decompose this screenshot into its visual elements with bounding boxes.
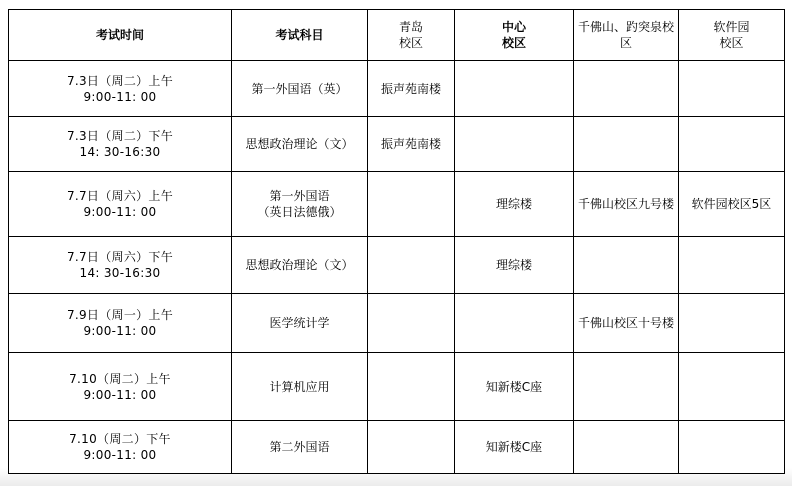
exam-hours: 9:00-11: 00 bbox=[83, 89, 157, 104]
software-location-cell: 软件园校区5区 bbox=[679, 172, 785, 237]
exam-subject-cell bbox=[232, 421, 368, 474]
exam-time-cell bbox=[9, 353, 232, 421]
software-location-cell bbox=[679, 421, 785, 474]
exam-schedule-table bbox=[8, 9, 785, 474]
exam-subject-cell bbox=[232, 61, 368, 117]
header-software-line-2: 校区 bbox=[719, 36, 744, 50]
qingdao-location-cell bbox=[368, 421, 455, 474]
center-location-cell bbox=[455, 117, 574, 172]
header-qingdao-campus bbox=[368, 10, 455, 61]
exam-subject-line: （英日法德俄） bbox=[257, 205, 342, 219]
center-location-cell: 知新楼C座 bbox=[455, 353, 574, 421]
center-location-cell: 理综楼 bbox=[455, 172, 574, 237]
qianfoshan-location-cell bbox=[574, 421, 679, 474]
exam-time-cell bbox=[9, 172, 232, 237]
header-qingdao-line-2: 校区 bbox=[398, 36, 423, 50]
exam-subject-line: 思想政治理论（文） bbox=[245, 258, 354, 272]
exam-time-cell bbox=[9, 237, 232, 294]
exam-time-cell bbox=[9, 61, 232, 117]
exam-hours: 14: 30-16:30 bbox=[79, 145, 161, 159]
center-location-cell: 理综楼 bbox=[455, 237, 574, 294]
qingdao-location-cell bbox=[368, 172, 455, 237]
header-center-campus bbox=[455, 10, 574, 61]
qianfoshan-location-cell bbox=[574, 61, 679, 117]
exam-subject-line: 医学统计学 bbox=[269, 316, 330, 330]
qianfoshan-location-cell bbox=[574, 237, 679, 294]
qingdao-location-cell: 振声苑南楼 bbox=[368, 117, 455, 172]
header-software-park-campus bbox=[679, 10, 785, 61]
exam-subject-line: 第二外国语 bbox=[269, 440, 330, 454]
exam-subject-cell bbox=[232, 294, 368, 353]
software-location-cell bbox=[679, 61, 785, 117]
exam-date: 7.10（周二）下午 bbox=[69, 432, 171, 446]
exam-subject-cell bbox=[232, 237, 368, 294]
exam-hours: 9:00-11: 00 bbox=[83, 448, 157, 462]
header-center-line-2: 校区 bbox=[501, 36, 526, 50]
exam-date: 7.7日（周六）下午 bbox=[66, 250, 174, 264]
qianfoshan-location-cell: 千佛山校区九号楼 bbox=[574, 172, 679, 237]
exam-date: 7.3日（周二）下午 bbox=[66, 129, 174, 143]
table-row bbox=[9, 61, 785, 117]
software-location-cell bbox=[679, 117, 785, 172]
qianfoshan-location-cell bbox=[574, 117, 679, 172]
exam-date: 7.9日（周一）上午 bbox=[66, 308, 174, 322]
table-header-row bbox=[9, 10, 785, 61]
software-location-cell bbox=[679, 294, 785, 353]
header-center-line-1: 中心 bbox=[501, 20, 526, 34]
exam-subject-cell bbox=[232, 353, 368, 421]
exam-subject-line: 思想政治理论（文） bbox=[245, 137, 354, 151]
software-location-cell bbox=[679, 237, 785, 294]
header-software-line-1: 软件园 bbox=[713, 20, 750, 34]
software-location-cell bbox=[679, 353, 785, 421]
table-row bbox=[9, 294, 785, 353]
exam-subject-line: 第一外国语（英） bbox=[251, 81, 348, 96]
qianfoshan-location-cell: 千佛山校区十号楼 bbox=[574, 294, 679, 353]
qingdao-location-cell bbox=[368, 237, 455, 294]
header-qingdao-line-1: 青岛 bbox=[398, 20, 423, 34]
exam-subject-cell bbox=[232, 117, 368, 172]
table-row bbox=[9, 421, 785, 474]
table-row bbox=[9, 353, 785, 421]
exam-hours: 9:00-11: 00 bbox=[83, 205, 157, 219]
table-row bbox=[9, 117, 785, 172]
table-row bbox=[9, 237, 785, 294]
qianfoshan-location-cell bbox=[574, 353, 679, 421]
header-qianfoshan-line-1: 千佛山、趵突泉校 bbox=[577, 20, 674, 34]
qingdao-location-cell bbox=[368, 353, 455, 421]
exam-subject-cell bbox=[232, 172, 368, 237]
header-qianfoshan-campus bbox=[574, 10, 679, 61]
exam-subject-line: 计算机应用 bbox=[269, 379, 330, 394]
exam-time-cell bbox=[9, 117, 232, 172]
center-location-cell bbox=[455, 61, 574, 117]
center-location-cell: 知新楼C座 bbox=[455, 421, 574, 474]
header-exam-subject: 考试科目 bbox=[232, 10, 368, 61]
header-qianfoshan-line-2: 区 bbox=[619, 36, 632, 50]
exam-date: 7.7日（周六）上午 bbox=[66, 189, 174, 203]
exam-hours: 14: 30-16:30 bbox=[79, 266, 161, 280]
exam-hours: 9:00-11: 00 bbox=[83, 387, 157, 402]
qingdao-location-cell: 振声苑南楼 bbox=[368, 61, 455, 117]
exam-subject-line: 第一外国语 bbox=[269, 189, 330, 203]
table-row bbox=[9, 172, 785, 237]
center-location-cell bbox=[455, 294, 574, 353]
exam-time-cell bbox=[9, 294, 232, 353]
exam-date: 7.3日（周二）上午 bbox=[66, 73, 174, 88]
qingdao-location-cell bbox=[368, 294, 455, 353]
exam-time-cell bbox=[9, 421, 232, 474]
exam-date: 7.10（周二）上午 bbox=[69, 371, 171, 386]
exam-hours: 9:00-11: 00 bbox=[83, 324, 157, 338]
header-exam-time: 考试时间 bbox=[9, 10, 232, 61]
